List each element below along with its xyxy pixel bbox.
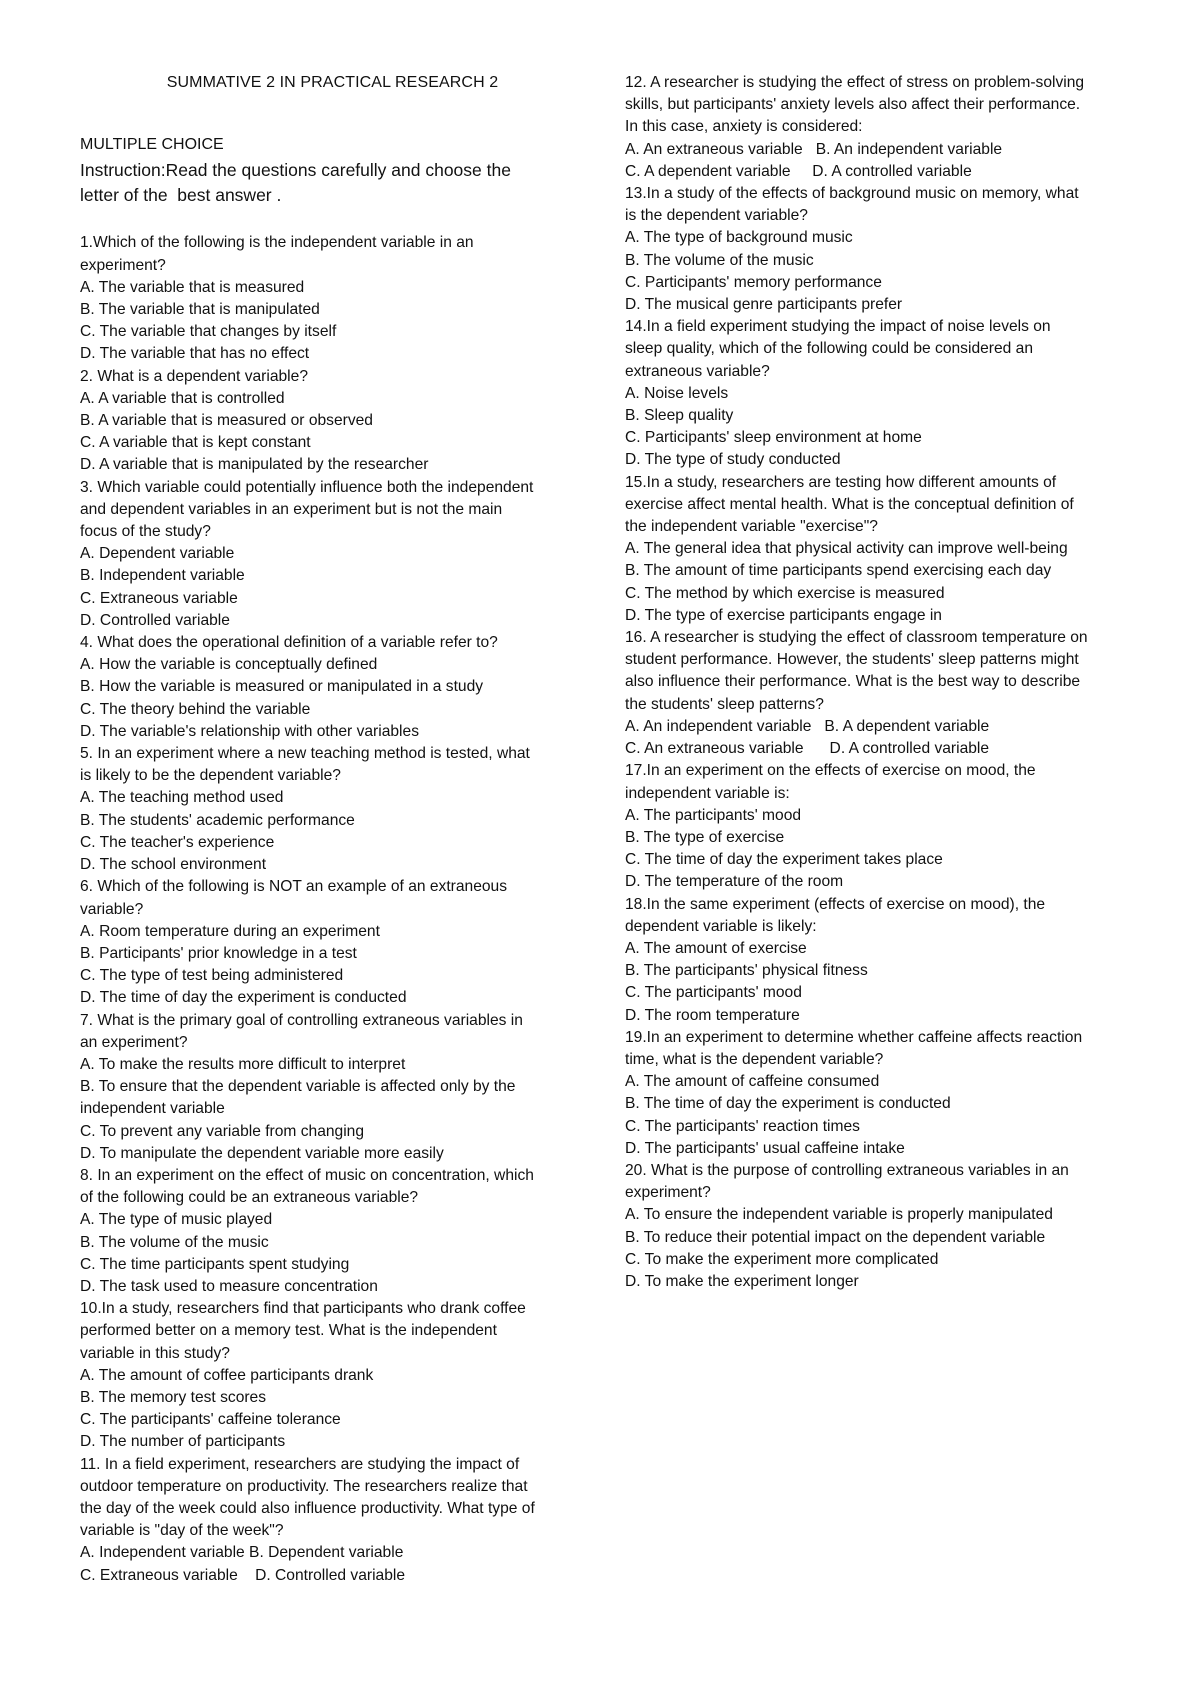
answer-choice: B. A variable that is measured or observed bbox=[80, 412, 373, 430]
answer-choice: C. Extraneous variable D. Controlled variable bbox=[80, 1566, 406, 1584]
answer-choice: C. The time participants spent studying bbox=[80, 1255, 350, 1273]
left-column bbox=[80, 72, 585, 1587]
answer-choice: B. Participants' prior knowledge in a test bbox=[80, 944, 357, 962]
right-column bbox=[625, 72, 1130, 1293]
question-text: experiment? bbox=[625, 1184, 711, 1202]
answer-choice: D. Controlled variable bbox=[80, 611, 230, 629]
answer-choice: C. The participants' reaction times bbox=[625, 1117, 860, 1135]
answer-choice: A. To ensure the independent variable is properly manipulated bbox=[625, 1206, 1053, 1224]
answer-choice: A. The type of background music bbox=[625, 229, 853, 247]
instruction-line: Instruction:Read the questions carefully and choose the bbox=[80, 160, 511, 181]
question-text: variable in this study? bbox=[80, 1344, 230, 1362]
question-text: In this case, anxiety is considered: bbox=[625, 118, 863, 136]
question-text: 20. What is the purpose of controlling extraneous variables in an bbox=[625, 1161, 1069, 1179]
question-text: 12. A researcher is studying the effect of stress on problem-solving bbox=[625, 74, 1085, 91]
answer-choice: B. The volume of the music bbox=[80, 1233, 269, 1251]
question-text: 8. In an experiment on the effect of music on concentration, which bbox=[80, 1166, 534, 1184]
question-text: independent variable is: bbox=[625, 784, 790, 802]
answer-choice: A. Room temperature during an experiment bbox=[80, 922, 380, 940]
answer-choice: A. The amount of coffee participants drank bbox=[80, 1366, 374, 1384]
question-text: focus of the study? bbox=[80, 523, 211, 541]
question-text: an experiment? bbox=[80, 1033, 188, 1051]
answer-choice: A. An independent variable B. A dependent variable bbox=[625, 717, 990, 735]
question-text: time, what is the dependent variable? bbox=[625, 1050, 884, 1068]
question-text: exercise affect mental health. What is the conceptual definition of bbox=[625, 495, 1074, 513]
question-text: independent variable bbox=[80, 1100, 225, 1118]
answer-choice: A. Independent variable B. Dependent variable bbox=[80, 1544, 404, 1562]
answer-choice: D. The time of day the experiment is conducted bbox=[80, 989, 407, 1007]
question-text: 7. What is the primary goal of controlling extraneous variables in bbox=[80, 1011, 523, 1029]
answer-choice: B. Independent variable bbox=[80, 567, 245, 585]
answer-choice: D. The musical genre participants prefer bbox=[625, 296, 903, 314]
question-text: 6. Which of the following is NOT an example of an extraneous bbox=[80, 878, 508, 896]
answer-choice: D. The participants' usual caffeine intake bbox=[625, 1139, 905, 1157]
question-text: and dependent variables in an experiment but is not the main bbox=[80, 500, 503, 518]
question-text: student performance. However, the students' sleep patterns might bbox=[625, 651, 1079, 669]
question-text: 13.In a study of the effects of background music on memory, what bbox=[625, 185, 1079, 203]
answer-choice: A. The participants' mood bbox=[625, 806, 802, 824]
question-text: variable? bbox=[80, 900, 144, 918]
answer-choice: A. An extraneous variable B. An independent variable bbox=[625, 140, 1003, 158]
answer-choice: C. The variable that changes by itself bbox=[80, 323, 337, 341]
answer-choice: C. The time of day the experiment takes place bbox=[625, 851, 943, 869]
question-text: experiment? bbox=[80, 256, 166, 274]
question-text: 18.In the same experiment (effects of exercise on mood), the bbox=[625, 895, 1046, 913]
answer-choice: B. Sleep quality bbox=[625, 407, 734, 425]
answer-choice: A. Dependent variable bbox=[80, 545, 235, 563]
answer-choice: C. Extraneous variable bbox=[80, 589, 238, 607]
question-text: 4. What does the operational definition of a variable refer to? bbox=[80, 634, 498, 652]
answer-choice: D. The variable that has no effect bbox=[80, 345, 310, 363]
answer-choice: B. The type of exercise bbox=[625, 828, 785, 846]
answer-choice: D. The type of exercise participants engage in bbox=[625, 606, 942, 624]
answer-choice: C. An extraneous variable D. A controlled variable bbox=[625, 740, 990, 758]
answer-choice: D. The school environment bbox=[80, 856, 267, 874]
question-text: 3. Which variable could potentially influence both the independent bbox=[80, 478, 534, 496]
question-text: 15.In a study, researchers are testing how different amounts of bbox=[625, 473, 1057, 491]
answer-choice: A. The amount of caffeine consumed bbox=[625, 1073, 880, 1091]
answer-choice: D. The room temperature bbox=[625, 1006, 800, 1024]
question-text: the day of the week could also influence productivity. What type of bbox=[80, 1499, 535, 1517]
answer-choice: C. The theory behind the variable bbox=[80, 700, 311, 718]
answer-choice: D. A variable that is manipulated by the researcher bbox=[80, 456, 429, 474]
question-text: outdoor temperature on productivity. The researchers realize that bbox=[80, 1477, 528, 1495]
answer-choice: C. A variable that is kept constant bbox=[80, 434, 311, 452]
answer-choice: A. The teaching method used bbox=[80, 789, 284, 807]
answer-choice: C. To prevent any variable from changing bbox=[80, 1122, 365, 1140]
answer-choice: B. The amount of time participants spend exercising each day bbox=[625, 562, 1052, 580]
answer-choice: B. The time of day the experiment is conducted bbox=[625, 1095, 951, 1113]
answer-choice: A. The general idea that physical activity can improve well-being bbox=[625, 540, 1068, 558]
answer-choice: B. The memory test scores bbox=[80, 1388, 267, 1406]
question-text: 10.In a study, researchers find that participants who drank coffee bbox=[80, 1300, 526, 1318]
answer-choice: C. The participants' caffeine tolerance bbox=[80, 1411, 341, 1429]
answer-choice: D. The temperature of the room bbox=[625, 873, 844, 891]
question-text: skills, but participants' anxiety levels also affect their performance. bbox=[625, 96, 1081, 114]
answer-choice: C. The participants' mood bbox=[625, 984, 802, 1002]
answer-choice: C. To make the experiment more complicated bbox=[625, 1250, 939, 1268]
question-text: 14.In a field experiment studying the impact of noise levels on bbox=[625, 318, 1051, 336]
answer-choice: D. To make the experiment longer bbox=[625, 1272, 859, 1290]
question-text: 11. In a field experiment, researchers are studying the impact of bbox=[80, 1455, 520, 1473]
answer-choice: D. The variable's relationship with other variables bbox=[80, 722, 419, 740]
question-text: variable is "day of the week"? bbox=[80, 1522, 284, 1540]
answer-choice: C. The method by which exercise is measured bbox=[625, 584, 945, 602]
answer-choice: C. A dependent variable D. A controlled variable bbox=[625, 162, 972, 180]
answer-choice: B. The variable that is manipulated bbox=[80, 301, 320, 319]
question-text: performed better on a memory test. What is the independent bbox=[80, 1322, 497, 1340]
answer-choice: D. The task used to measure concentration bbox=[80, 1277, 378, 1295]
answer-choice: D. The number of participants bbox=[80, 1433, 286, 1451]
answer-choice: B. To reduce their potential impact on the dependent variable bbox=[625, 1228, 1046, 1246]
answer-choice: A. To make the results more difficult to interpret bbox=[80, 1055, 406, 1073]
answer-choice: B. How the variable is measured or manipulated in a study bbox=[80, 678, 484, 696]
answer-choice: A. The variable that is measured bbox=[80, 278, 305, 296]
answer-choice: A. The type of music played bbox=[80, 1211, 273, 1229]
question-text: the independent variable "exercise"? bbox=[625, 518, 878, 536]
question-text: also influence their performance. What is the best way to describe bbox=[625, 673, 1081, 691]
question-text: 16. A researcher is studying the effect of classroom temperature on bbox=[625, 629, 1088, 647]
answer-choice: C. The teacher's experience bbox=[80, 833, 275, 851]
answer-choice: B. The students' academic performance bbox=[80, 811, 355, 829]
answer-choice: D. The type of study conducted bbox=[625, 451, 841, 469]
answer-choice: A. How the variable is conceptually defined bbox=[80, 656, 378, 674]
answer-choice: B. To ensure that the dependent variable is affected only by the bbox=[80, 1078, 516, 1096]
question-text: 5. In an experiment where a new teaching method is tested, what bbox=[80, 745, 530, 763]
page-title: SUMMATIVE 2 IN PRACTICAL RESEARCH 2 bbox=[166, 74, 499, 91]
answer-choice: C. The type of test being administered bbox=[80, 967, 344, 985]
answer-choice: A. Noise levels bbox=[625, 384, 729, 402]
answer-choice: A. The amount of exercise bbox=[625, 939, 807, 957]
question-text: 2. What is a dependent variable? bbox=[80, 367, 308, 385]
question-text: 1.Which of the following is the independent variable in an bbox=[80, 234, 474, 252]
answer-choice: C. Participants' sleep environment at home bbox=[625, 429, 922, 447]
question-text: is the dependent variable? bbox=[625, 207, 808, 225]
answer-choice: A. A variable that is controlled bbox=[80, 389, 285, 407]
right-question-list bbox=[625, 72, 1130, 1293]
question-text: 19.In an experiment to determine whether caffeine affects reaction bbox=[625, 1028, 1083, 1046]
answer-choice: D. To manipulate the dependent variable more easily bbox=[80, 1144, 444, 1162]
question-text: extraneous variable? bbox=[625, 362, 770, 380]
instruction bbox=[80, 158, 585, 208]
question-text: is likely to be the dependent variable? bbox=[80, 767, 341, 785]
question-text: 17.In an experiment on the effects of exercise on mood, the bbox=[625, 762, 1036, 780]
instruction-line: letter of the best answer . bbox=[80, 185, 282, 206]
left-question-list bbox=[80, 232, 585, 1586]
answer-choice: C. Participants' memory performance bbox=[625, 273, 882, 291]
section-heading: MULTIPLE CHOICE bbox=[80, 136, 224, 154]
answer-choice: B. The volume of the music bbox=[625, 251, 814, 269]
question-text: dependent variable is likely: bbox=[625, 917, 817, 935]
question-text: of the following could be an extraneous variable? bbox=[80, 1189, 419, 1207]
question-text: the students' sleep patterns? bbox=[625, 695, 824, 713]
answer-choice: B. The participants' physical fitness bbox=[625, 962, 868, 980]
question-text: sleep quality, which of the following could be considered an bbox=[625, 340, 1034, 358]
